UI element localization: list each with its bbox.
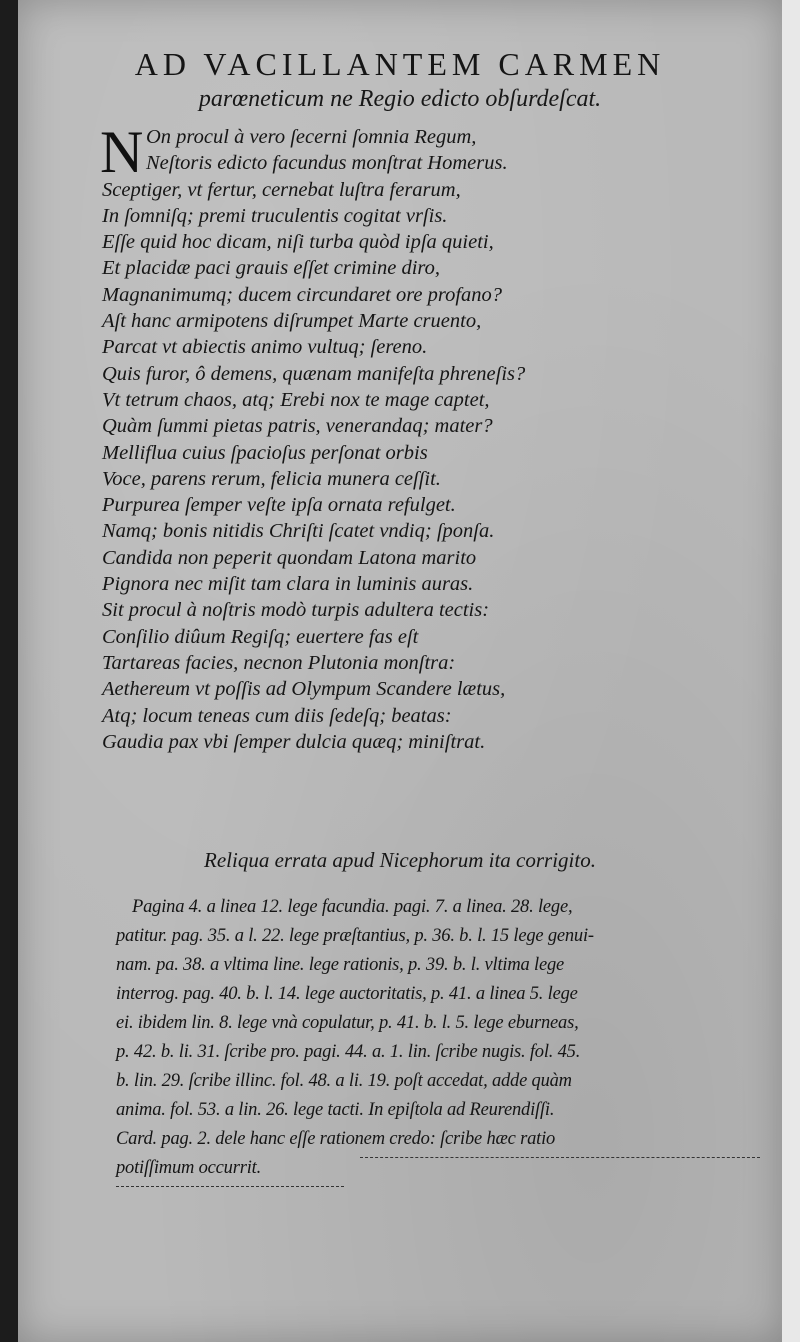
- errata-line: Card. pag. 2. dele hanc eſſe rationem credo: ſcribe hæc ratio: [116, 1129, 556, 1149]
- poem-line: Purpurea ſemper veſte ipſa ornata refulget.: [102, 494, 456, 517]
- page-subtitle: parœneticum ne Regio edicto obſurdeſcat.: [198, 86, 602, 112]
- errata-line: Pagina 4. a linea 12. lege facundia. pagi. 7. a linea. 28. lege,: [132, 897, 573, 917]
- poem-line: Melliflua cuius ſpacioſus perſonat orbis: [102, 441, 428, 464]
- poem-line: Sceptiger, vt fertur, cernebat luſtra ferarum,: [102, 178, 461, 201]
- poem-line: Quàm ſummi pietas patris, venerandaq; mater?: [102, 415, 493, 438]
- poem-line: Vt tetrum chaos, atq; Erebi nox te mage captet,: [102, 388, 490, 411]
- poem: [100, 119, 682, 755]
- poem-line: Conſilio diûum Regiſq; euertere fas eſt: [102, 625, 419, 648]
- poem-line: Pignora nec miſit tam clara in luminis auras.: [102, 573, 474, 596]
- handwritten-underline: [360, 1157, 760, 1158]
- poem-line: Atq; locum teneas cum diis ſedeſq; beatas:: [102, 704, 452, 727]
- errata-line: potiſſimum occurrit.: [116, 1158, 262, 1178]
- poem-line: Gaudia pax vbi ſemper dulcia quæq; miniſtrat.: [102, 730, 486, 753]
- poem-line: Parcat vt abiectis animo vultuq; ſereno.: [102, 336, 428, 359]
- poem-line: Tartareas facies, necnon Plutonia monſtra:: [102, 651, 456, 674]
- poem-line: Candida non peperit quondam Latona marito: [102, 546, 477, 569]
- errata-line: patitur. pag. 35. a l. 22. lege præſtantius, p. 36. b. l. 15 lege genui-: [116, 926, 594, 946]
- poem-line: Neſtoris edicto facundus monſtrat Homerus.: [146, 152, 508, 175]
- poem-line: Et placidæ paci grauis eſſet crimine diro,: [102, 257, 441, 280]
- errata-heading: Reliqua errata apud Nicephorum ita corrigito.: [204, 848, 596, 872]
- errata-list: [116, 893, 762, 1183]
- errata-line: b. lin. 29. ſcribe illinc. fol. 48. a li. 19. poſt accedat, adde quàm: [116, 1071, 572, 1091]
- errata-line: p. 42. b. li. 31. ſcribe pro. pagi. 44. a. 1. lin. ſcribe nugis. fol. 45.: [116, 1042, 581, 1062]
- page-title: AD VACILLANTEM CARMEN: [134, 46, 666, 82]
- poem-line: Magnanimumq; ducem circundaret ore profano?: [102, 283, 503, 306]
- handwritten-underline: [116, 1186, 344, 1187]
- page-edge: [782, 0, 800, 1342]
- poem-line: In ſomniſq; premi truculentis cogitat vrſis.: [102, 204, 448, 227]
- errata-line: interrog. pag. 40. b. l. 14. lege auctoritatis, p. 41. a linea 5. lege: [116, 984, 578, 1004]
- poem-line: Aethereum vt poſſis ad Olympum Scandere lætus,: [102, 678, 506, 701]
- errata-line: nam. pa. 38. a vltima line. lege rationis, p. 39. b. l. vltima lege: [116, 955, 565, 975]
- poem-line: Voce, parens rerum, felicia munera ceſſit.: [102, 467, 441, 490]
- poem-line: On procul à vero ſecerni ſomnia Regum,: [146, 126, 477, 148]
- errata-line: ei. ibidem lin. 8. lege vnà copulatur, p. 41. b. l. 5. lege eburneas,: [116, 1013, 579, 1033]
- errata-line: anima. fol. 53. a lin. 26. lege tacti. In epiſtola ad Reurendiſſi.: [116, 1100, 555, 1120]
- poem-line: Aſt hanc armipotens diſrumpet Marte cruento,: [102, 310, 482, 333]
- poem-line: Namq; bonis nitidis Chriſti ſcatet vndiq; ſponſa.: [102, 520, 495, 543]
- poem-line: Quis furor, ô demens, quænam manifeſta phreneſis?: [102, 362, 526, 385]
- poem-line: Eſſe quid hoc dicam, niſi turba quòd ipſa quieti,: [102, 231, 494, 254]
- drop-cap: N: [100, 119, 144, 185]
- poem-line: Sit procul à noſtris modò turpis adultera tectis:: [102, 599, 490, 622]
